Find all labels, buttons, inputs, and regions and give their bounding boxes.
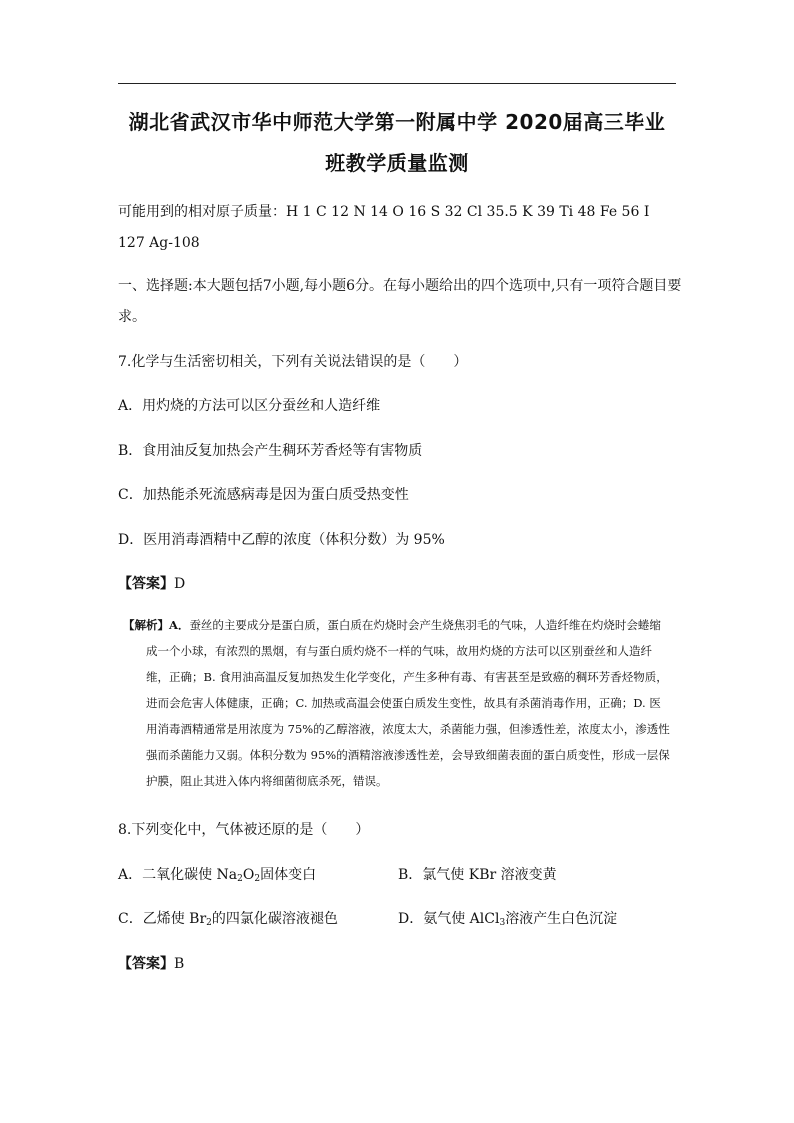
header-rule [118, 83, 676, 84]
q7-explanation-head: 【解析】A． [123, 618, 190, 632]
q8-option-a-text: A．二氧化碳使 Na [118, 867, 238, 883]
q8-option-d-subscript: 3 [499, 918, 506, 928]
q8-option-d-text: D．氨气使 AlCl [398, 911, 500, 927]
q7-answer [118, 577, 185, 591]
q7-option-c: C．加热能杀死流感病毒是因为蛋白质受热变性 [118, 487, 409, 503]
q7-explanation-line-1 [123, 620, 661, 632]
q8-option-a-subscript-2: 2 [254, 874, 261, 884]
q7-answer-value: D [174, 576, 186, 592]
q7-option-d: D．医用消毒酒精中乙醇的浓度（体积分数）为 95% [118, 532, 445, 548]
q8-option-c-text-end: 的四氯化碳溶液褪色 [211, 911, 338, 927]
q8-option-c-text: C．乙烯使 Br [118, 911, 207, 927]
section-instructions-line-1: 一、选择题:本大题包括7小题,每小题6分。在每小题给出的四个选项中,只有一项符合题目要 [118, 278, 682, 294]
q8-option-d-text-end: 溶液产生白色沉淀 [505, 911, 618, 927]
q7-explanation-line-6: 强而杀菌能力又弱。体积分数为 95%的酒精溶液渗透性差，会导致细菌表面的蛋白质变性，形成一层保 [146, 748, 670, 762]
q8-answer [118, 957, 184, 971]
q7-explanation-line-3: 维，正确；B. 食用油高温反复加热发生化学变化，产生多种有毒、有害甚至是致癌的稠环芳香烃物质， [146, 670, 668, 684]
q8-option-b: B．氯气使 KBr 溶液变黄 [398, 867, 557, 883]
q7-option-b: B．食用油反复加热会产生稠环芳香烃等有害物质 [118, 443, 423, 459]
document-title-line-1: 湖北省武汉市华中师范大学第一附属中学 2020届高三毕业 [128, 110, 666, 134]
q7-explanation-line-5: 用消毒酒精通常是用浓度为 75%的乙醇溶液，浓度太大，杀菌能力强，但渗透性差，浓度太小，渗透性 [146, 722, 670, 736]
q8-option-a [118, 868, 316, 884]
q8-stem: 8.下列变化中，气体被还原的是（ ） [118, 822, 370, 838]
q8-answer-value: B [174, 956, 185, 972]
q7-stem: 7.化学与生活密切相关，下列有关说法错误的是（ ） [118, 354, 468, 370]
q7-explanation-line-2: 成一个小球，有浓烈的黑烟，有与蛋白质灼烧不一样的气味，故用灼烧的方法可以区别蚕丝和人造纤 [146, 644, 652, 658]
atomic-mass-line-2: 127 Ag-108 [118, 235, 200, 251]
section-instructions-line-2: 求。 [118, 309, 146, 325]
q8-option-a-text-mid: O [242, 867, 255, 883]
q7-explanation-line-4: 进而会危害人体健康，正确；C. 加热或高温会使蛋白质发生变性，故具有杀菌消毒作用，正确；D. 医 [146, 696, 661, 710]
q8-option-a-text-end: 固体变白 [260, 867, 317, 883]
q7-option-a: A．用灼烧的方法可以区分蚕丝和人造纤维 [118, 398, 381, 414]
q7-explanation-line-7: 护膜，阻止其进入体内将细菌彻底杀死，错误。 [146, 774, 388, 788]
q8-option-a-subscript: 2 [237, 874, 243, 884]
q7-answer-label: 【答案】 [118, 576, 174, 592]
q8-option-d [398, 912, 617, 928]
atomic-mass-line-1: 可能用到的相对原子质量：H 1 C 12 N 14 O 16 S 32 Cl 35.5 K 39 Ti 48 Fe 56 I [118, 204, 650, 220]
q8-answer-label: 【答案】 [118, 956, 174, 972]
q8-option-c-subscript: 2 [206, 918, 212, 928]
q7-explanation-text-1: 蚕丝的主要成分是蛋白质，蛋白质在灼烧时会产生烧焦羽毛的气味，人造纤维在灼烧时会蜷缩 [189, 618, 661, 632]
document-title-line-2: 班教学质量监测 [325, 151, 469, 175]
q8-option-c [118, 912, 338, 928]
